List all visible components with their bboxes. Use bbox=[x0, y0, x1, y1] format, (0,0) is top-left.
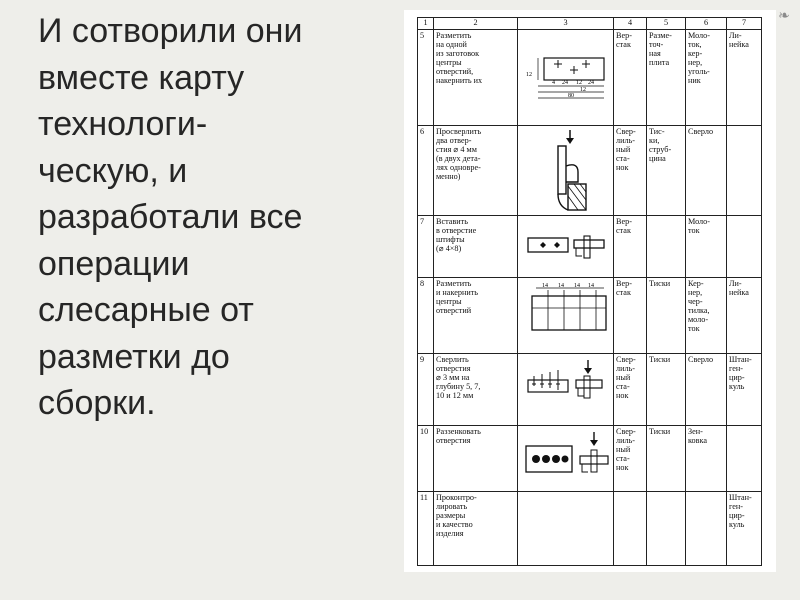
tool-cell bbox=[686, 30, 727, 126]
measure-cell bbox=[727, 278, 762, 354]
op-description bbox=[434, 492, 518, 566]
tool-cell bbox=[686, 216, 727, 278]
workbench-text: Свер- лиль- ный ста- нок bbox=[616, 355, 636, 400]
op-sketch bbox=[518, 354, 614, 426]
op-description-text: Разметить на одной из заготовок центры отверстий, накернить их bbox=[436, 31, 483, 85]
table-row bbox=[418, 216, 762, 278]
workbench-cell bbox=[614, 278, 647, 354]
tool-cell bbox=[686, 492, 727, 566]
table-row bbox=[418, 354, 762, 426]
punch-marking-sketch bbox=[518, 278, 614, 352]
dim-label: 12 bbox=[580, 87, 586, 93]
caption-line: сборки. bbox=[38, 384, 156, 422]
column-header: 1 bbox=[418, 18, 434, 30]
measure-cell bbox=[727, 354, 762, 426]
dim-label: 24 bbox=[588, 80, 594, 86]
dim-label: 12 bbox=[526, 72, 532, 78]
dim-label: 12 bbox=[576, 80, 582, 86]
op-number: 5 bbox=[418, 30, 434, 126]
dim-label: 14 bbox=[542, 283, 548, 289]
caption-line: вместе карту bbox=[38, 58, 245, 97]
fixture-text: Тиски bbox=[649, 355, 671, 364]
table-header-row bbox=[418, 18, 762, 30]
tool-text: Моло- ток bbox=[688, 217, 710, 235]
workbench-text: Вер- стак bbox=[616, 31, 632, 49]
fixture-cell bbox=[647, 426, 686, 492]
op-description-text: Раззенковать отверстия bbox=[436, 427, 481, 445]
fixture-cell bbox=[647, 354, 686, 426]
fixture-cell bbox=[647, 30, 686, 126]
tool-cell bbox=[686, 354, 727, 426]
table-row bbox=[418, 426, 762, 492]
op-description-text: Просверлить два отвер- стия ⌀ 4 мм (в двух дета- лях одновре- менно) bbox=[436, 127, 482, 181]
tool-cell bbox=[686, 426, 727, 492]
workbench-cell bbox=[614, 216, 647, 278]
workbench-cell bbox=[614, 126, 647, 216]
op-number: 10 bbox=[418, 426, 434, 492]
measure-cell bbox=[727, 492, 762, 566]
fixture-cell bbox=[647, 278, 686, 354]
measure-text: Ли- нейка bbox=[729, 279, 749, 297]
workbench-text: Свер- лиль- ный ста- нок bbox=[616, 427, 636, 472]
fixture-text: Тис- ки, струб- цина bbox=[649, 127, 672, 163]
measure-text: Штан- ген- цир- куль bbox=[729, 493, 752, 529]
caption-line: разработали все bbox=[38, 198, 303, 236]
caption-line: технологи- bbox=[38, 105, 208, 143]
op-description-text: Сверлить отверстия ⌀ 3 мм на глубину 5, 7, 10 и 12 мм bbox=[436, 355, 481, 400]
measure-text: Ли- нейка bbox=[729, 31, 749, 49]
operations-table bbox=[417, 17, 762, 566]
countersink-sketch bbox=[518, 426, 614, 490]
op-description-text: Проконтро- лировать размеры и качество изделия bbox=[436, 493, 477, 538]
workbench-cell bbox=[614, 492, 647, 566]
op-sketch bbox=[518, 492, 614, 566]
dim-label: 80 bbox=[568, 93, 574, 99]
dim-label: 14 bbox=[558, 283, 564, 289]
workbench-cell bbox=[614, 30, 647, 126]
table-row bbox=[418, 126, 762, 216]
op-number: 7 bbox=[418, 216, 434, 278]
slide-caption bbox=[38, 8, 388, 427]
caption-line: разметки до bbox=[38, 337, 230, 376]
dim-label: 4 bbox=[552, 80, 555, 86]
op-sketch bbox=[518, 426, 614, 492]
measure-cell bbox=[727, 216, 762, 278]
op-sketch bbox=[518, 126, 614, 216]
tool-text: Сверло bbox=[688, 355, 714, 364]
measure-text: Штан- ген- цир- куль bbox=[729, 355, 752, 391]
dim-label: 24 bbox=[562, 80, 568, 86]
column-header: 7 bbox=[727, 18, 762, 30]
op-number: 9 bbox=[418, 354, 434, 426]
tool-text: Зен- ковка bbox=[688, 427, 708, 445]
op-description bbox=[434, 278, 518, 354]
op-description-text: Вставить в отверстие штифты (⌀ 4×8) bbox=[436, 217, 477, 253]
op-description-text: Разметить и накернить центры отверстий bbox=[436, 279, 479, 315]
op-number: 6 bbox=[418, 126, 434, 216]
caption-line: слесарные от bbox=[38, 291, 254, 329]
pin-insert-sketch bbox=[518, 216, 614, 276]
op-description bbox=[434, 30, 518, 126]
measure-cell bbox=[727, 30, 762, 126]
fixture-text: Тиски bbox=[649, 279, 671, 288]
column-header: 6 bbox=[686, 18, 727, 30]
tool-text: Моло- ток, кер- нер, уголь- ник bbox=[688, 31, 710, 85]
op-description bbox=[434, 426, 518, 492]
fixture-text: Разме- точ- ная плита bbox=[649, 31, 672, 67]
op-number: 8 bbox=[418, 278, 434, 354]
op-sketch bbox=[518, 278, 614, 354]
fixture-text: Тиски bbox=[649, 427, 671, 436]
fixture-cell bbox=[647, 216, 686, 278]
tool-text: Сверло bbox=[688, 127, 714, 136]
op-description bbox=[434, 354, 518, 426]
caption-line: ческую, и bbox=[38, 151, 188, 190]
workbench-text: Свер- лиль- ный ста- нок bbox=[616, 127, 636, 172]
scanned-document bbox=[404, 10, 776, 572]
tool-cell bbox=[686, 278, 727, 354]
op-sketch bbox=[518, 216, 614, 278]
ornament-icon: ❧ bbox=[778, 7, 790, 23]
measure-cell bbox=[727, 426, 762, 492]
workbench-cell bbox=[614, 426, 647, 492]
fixture-cell bbox=[647, 126, 686, 216]
caption-line: операции bbox=[38, 244, 190, 283]
caption-line: И сотворили они bbox=[38, 12, 303, 50]
drilling-sketch bbox=[518, 126, 614, 214]
column-header: 3 bbox=[518, 18, 614, 30]
table-row bbox=[418, 492, 762, 566]
op-number: 11 bbox=[418, 492, 434, 566]
tool-cell bbox=[686, 126, 727, 216]
workbench-cell bbox=[614, 354, 647, 426]
measure-cell bbox=[727, 126, 762, 216]
column-header: 2 bbox=[434, 18, 518, 30]
column-header: 4 bbox=[614, 18, 647, 30]
workbench-text: Вер- стак bbox=[616, 279, 632, 297]
marking-sketch bbox=[518, 30, 614, 124]
column-header: 5 bbox=[647, 18, 686, 30]
tool-text: Кер- нер, чер- тилка, моло- ток bbox=[688, 279, 710, 333]
table-row bbox=[418, 30, 762, 126]
op-description bbox=[434, 126, 518, 216]
op-description bbox=[434, 216, 518, 278]
op-sketch bbox=[518, 30, 614, 126]
depth-drilling-sketch bbox=[518, 354, 614, 424]
table-row bbox=[418, 278, 762, 354]
workbench-text: Вер- стак bbox=[616, 217, 632, 235]
fixture-cell bbox=[647, 492, 686, 566]
dim-label: 14 bbox=[574, 283, 580, 289]
dim-label: 14 bbox=[588, 283, 594, 289]
